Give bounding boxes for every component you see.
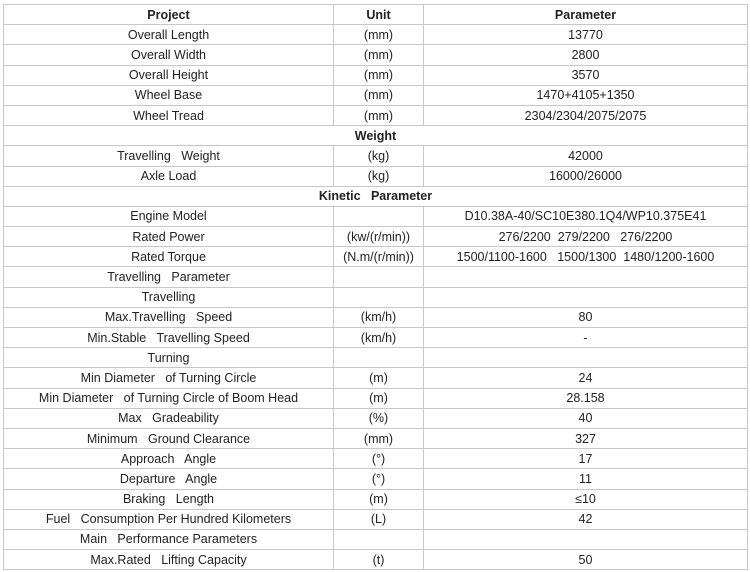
unit-cell: (mm)	[334, 105, 424, 125]
project-cell: Max.Travelling Speed	[4, 307, 334, 327]
parameter-cell: D10.38A-40/SC10E380.1Q4/WP10.375E41	[424, 206, 748, 226]
unit-cell	[334, 206, 424, 226]
table-row	[4, 449, 748, 469]
table-row	[4, 307, 748, 327]
table-row	[4, 85, 748, 105]
table-row	[4, 206, 748, 226]
table-row	[4, 469, 748, 489]
section-title: Weight	[4, 126, 748, 146]
unit-cell	[334, 348, 424, 368]
table-row	[4, 227, 748, 247]
table-row	[4, 509, 748, 529]
project-cell: Approach Angle	[4, 449, 334, 469]
project-cell: Travelling	[4, 287, 334, 307]
section-title: Kinetic Parameter	[4, 186, 748, 206]
parameter-cell: 13770	[424, 25, 748, 45]
table-row	[4, 166, 748, 186]
project-cell: Wheel Tread	[4, 105, 334, 125]
unit-cell	[334, 287, 424, 307]
table-row	[4, 267, 748, 287]
table-row	[4, 368, 748, 388]
project-cell: Min Diameter of Turning Circle of Boom Head	[4, 388, 334, 408]
table-row	[4, 146, 748, 166]
parameter-cell: -	[424, 328, 748, 348]
project-cell: Turning	[4, 348, 334, 368]
parameter-cell: 1500/1100-1600 1500/1300 1480/1200-1600	[424, 247, 748, 267]
parameter-cell: 42	[424, 509, 748, 529]
project-cell: Max.Rated Lifting Capacity	[4, 550, 334, 570]
unit-cell: (km/h)	[334, 307, 424, 327]
project-cell: Main Performance Parameters	[4, 529, 334, 549]
unit-cell: (kg)	[334, 146, 424, 166]
project-cell: Minimum Ground Clearance	[4, 428, 334, 448]
unit-cell	[334, 529, 424, 549]
project-cell: Rated Torque	[4, 247, 334, 267]
project-cell: Travelling Parameter	[4, 267, 334, 287]
project-cell: Travelling Weight	[4, 146, 334, 166]
unit-cell: (t)	[334, 550, 424, 570]
unit-cell: (m)	[334, 388, 424, 408]
table-row	[4, 105, 748, 125]
table-row	[4, 287, 748, 307]
project-cell: Axle Load	[4, 166, 334, 186]
table-row	[4, 348, 748, 368]
table-row	[4, 45, 748, 65]
unit-cell: (mm)	[334, 85, 424, 105]
unit-cell: (L)	[334, 509, 424, 529]
project-cell: Wheel Base	[4, 85, 334, 105]
parameter-cell: ≤10	[424, 489, 748, 509]
project-cell: Braking Length	[4, 489, 334, 509]
parameter-cell: 40	[424, 408, 748, 428]
parameter-cell: 24	[424, 368, 748, 388]
table-row	[4, 408, 748, 428]
unit-cell: (mm)	[334, 428, 424, 448]
spec-table	[3, 4, 748, 570]
parameter-cell: 28.158	[424, 388, 748, 408]
project-cell: Engine Model	[4, 206, 334, 226]
parameter-cell	[424, 529, 748, 549]
section-row	[4, 126, 748, 146]
header-project: Project	[4, 5, 334, 25]
parameter-cell	[424, 267, 748, 287]
unit-cell: (mm)	[334, 65, 424, 85]
unit-cell: (°)	[334, 469, 424, 489]
parameter-cell: 50	[424, 550, 748, 570]
project-cell: Overall Height	[4, 65, 334, 85]
header-unit: Unit	[334, 5, 424, 25]
project-cell: Max Gradeability	[4, 408, 334, 428]
unit-cell: (%)	[334, 408, 424, 428]
header-parameter: Parameter	[424, 5, 748, 25]
unit-cell: (m)	[334, 489, 424, 509]
table-row	[4, 388, 748, 408]
project-cell: Departure Angle	[4, 469, 334, 489]
parameter-cell: 2304/2304/2075/2075	[424, 105, 748, 125]
parameter-cell: 42000	[424, 146, 748, 166]
header-row	[4, 5, 748, 25]
table-row	[4, 550, 748, 570]
parameter-cell: 1470+4105+1350	[424, 85, 748, 105]
unit-cell	[334, 267, 424, 287]
table-row	[4, 247, 748, 267]
unit-cell: (kw/(r/min))	[334, 227, 424, 247]
parameter-cell: 17	[424, 449, 748, 469]
section-row	[4, 186, 748, 206]
parameter-cell: 2800	[424, 45, 748, 65]
unit-cell: (mm)	[334, 25, 424, 45]
table-row	[4, 489, 748, 509]
unit-cell: (m)	[334, 368, 424, 388]
table-body	[4, 25, 748, 570]
table-row	[4, 65, 748, 85]
project-cell: Min.Stable Travelling Speed	[4, 328, 334, 348]
unit-cell: (km/h)	[334, 328, 424, 348]
project-cell: Overall Width	[4, 45, 334, 65]
table-row	[4, 529, 748, 549]
parameter-cell	[424, 287, 748, 307]
project-cell: Overall Length	[4, 25, 334, 45]
unit-cell: (°)	[334, 449, 424, 469]
table-row	[4, 25, 748, 45]
parameter-cell: 11	[424, 469, 748, 489]
parameter-cell: 3570	[424, 65, 748, 85]
parameter-cell	[424, 348, 748, 368]
parameter-cell: 16000/26000	[424, 166, 748, 186]
project-cell: Fuel Consumption Per Hundred Kilometers	[4, 509, 334, 529]
table-row	[4, 328, 748, 348]
unit-cell: (N.m/(r/min))	[334, 247, 424, 267]
parameter-cell: 327	[424, 428, 748, 448]
parameter-cell: 80	[424, 307, 748, 327]
unit-cell: (kg)	[334, 166, 424, 186]
parameter-cell: 276/2200 279/2200 276/2200	[424, 227, 748, 247]
unit-cell: (mm)	[334, 45, 424, 65]
project-cell: Min Diameter of Turning Circle	[4, 368, 334, 388]
project-cell: Rated Power	[4, 227, 334, 247]
table-row	[4, 428, 748, 448]
